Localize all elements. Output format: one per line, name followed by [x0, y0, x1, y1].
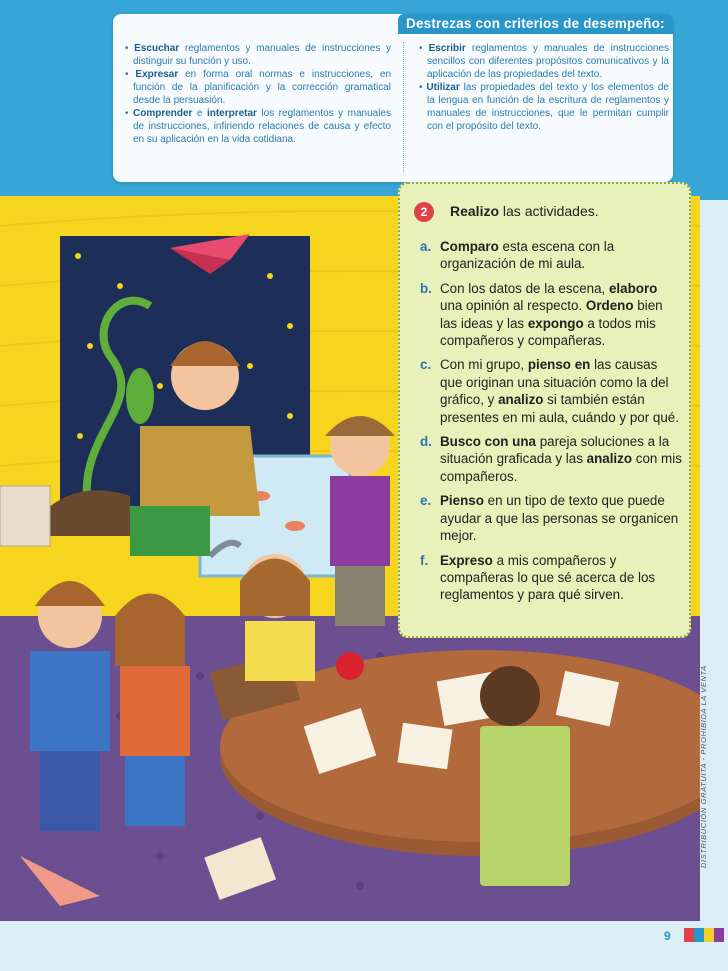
destreza-item: • Escuchar reglamentos y manuales de instrucciones y distinguir su función y uso. — [125, 43, 392, 67]
activity-item-text: las causas que originan una situación como la del gráfico, y — [440, 357, 669, 408]
activity-item-text: si también están presentes en mi aula, cuándo y por qué. — [440, 392, 679, 425]
activity-item-text: en un tipo de texto que puede ayudar a que las personas se organicen mejor. — [440, 493, 679, 544]
activity-item-text: una opinión al respecto. — [440, 298, 586, 314]
destreza-item: • Utilizar las propiedades del texto y los elementos de la lengua en función de la escritura de reglamentos y manuales de instrucciones, que le permitan cumplir con el propósito del texto. — [419, 82, 669, 132]
activity-item-letter: c. — [420, 357, 432, 373]
activity-item-letter: b. — [420, 280, 432, 296]
destreza-item: • Expresar en forma oral normas e instrucciones, en función de la planificación y la corrección gramatical desde la persuasión. — [125, 69, 391, 106]
activity-item-text: a mis compañeros y compañeras lo que sé acerca de los reglamentos y para qué sirven. — [440, 552, 656, 603]
activity-item-letter: f. — [420, 552, 429, 568]
activity-item — [420, 552, 682, 604]
activity-item-text: Busco con una — [440, 434, 536, 450]
destrezas-left-column — [123, 42, 391, 146]
activity-item-text: Ordeno — [585, 298, 634, 314]
activity-item-text: Expreso — [440, 552, 493, 568]
activity-heading: Realizo las actividades. — [450, 203, 599, 219]
activity-item-text: Con mi grupo, — [440, 357, 528, 373]
distribution-notice: DISTRIBUCIÓN GRATUITA - PROHIBIDA LA VENTA — [699, 665, 708, 868]
color-square — [714, 928, 724, 942]
activity-number-badge: 2 — [414, 202, 434, 222]
activity-item-letter: d. — [420, 434, 432, 450]
destreza-item: • Escribir reglamentos y manuales de instrucciones sencillos con diferentes propósitos comunicativos y la aplicación de las propiedades del texto. — [419, 43, 670, 80]
destrezas-right-column — [417, 42, 669, 133]
color-square — [694, 928, 704, 942]
activity-item-text: Con los datos de la escena, — [440, 280, 609, 296]
activity-item-text: pareja soluciones a la situación graficada y las — [440, 434, 670, 467]
activity-item — [420, 280, 682, 350]
activity-item — [420, 433, 682, 485]
activity-item-text: expongo — [527, 315, 584, 331]
activity-item-letter: a. — [420, 239, 432, 254]
activity-item-text: elaboro — [608, 280, 658, 296]
activity-item — [420, 238, 682, 273]
activity-item-text: analizo — [586, 451, 633, 467]
activity-item-text: con mis compañeros. — [440, 451, 682, 484]
activity-item-text: esta escena con la organización de mi aula. — [440, 239, 615, 272]
activity-item — [420, 492, 682, 544]
color-square — [704, 928, 714, 942]
column-divider — [403, 42, 404, 172]
activity-item-text: Pienso — [440, 493, 484, 509]
activity-item-text: a todos mis compañeros y compañeras. — [440, 315, 656, 349]
activity-item-text: Comparo — [440, 239, 499, 254]
page-number: 9 — [664, 929, 671, 943]
activity-item — [420, 356, 682, 426]
activity-item-text: pienso en — [527, 357, 591, 373]
activity-list — [420, 238, 682, 611]
destreza-item: • Comprender e interpretar los reglamentos y manuales de instrucciones, infiriendo relaciones de causa y efecto en su aplicación en la vida cotidiana. — [125, 108, 391, 145]
activity-item-text: bien las ideas y las — [440, 298, 663, 331]
color-square — [684, 928, 694, 942]
activity-item-text: analizo — [498, 392, 544, 408]
destrezas-title: Destrezas con criterios de desempeño: — [398, 14, 673, 34]
activity-item-letter: e. — [420, 493, 432, 509]
